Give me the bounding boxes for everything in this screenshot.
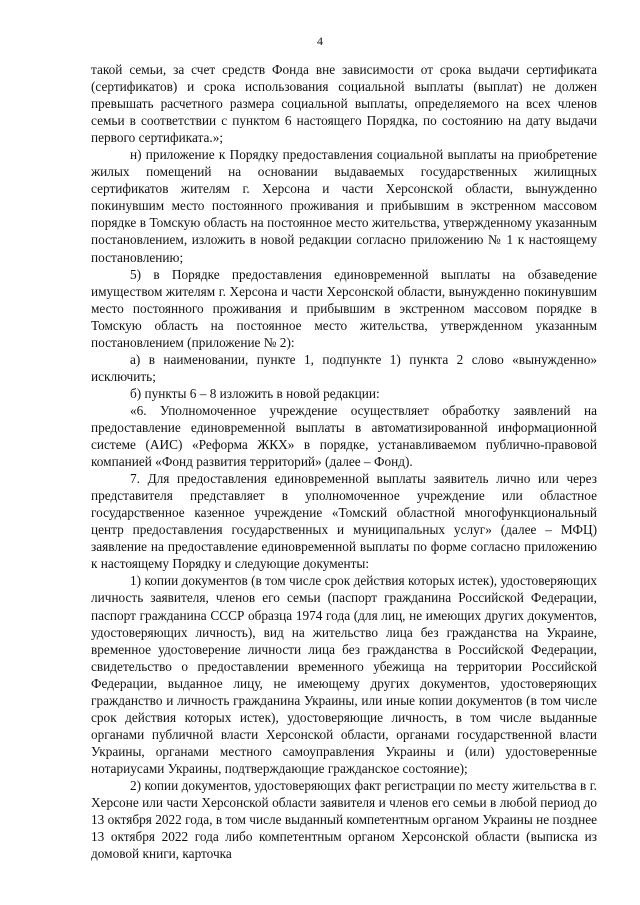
paragraph-subitem-a: а) в наименовании, пункте 1, подпункте 1) пункта 2 слово «вынужденно» исключить; <box>91 351 597 384</box>
paragraph-item-5: 5) в Порядке предоставления единовременной выплаты на обзаведение имуществом жителям г. Херсона и части Херсонской области, вынужденно покинувшим место постоянного проживания и прибывшим в экстренном массовом порядке в Томскую область на постоянное место жительства, утвержденном указанным постановлением (приложение № 2): <box>91 266 597 350</box>
page-number: 4 <box>317 34 323 48</box>
document-body <box>91 61 597 862</box>
paragraph-point-7: 7. Для предоставления единовременной выплаты заявитель лично или через представителя представляет в уполномоченное учреждение или областное государственное казенное учреждение «Томский областной многофункциональный центр предоставления государственных и муниципальных услуг» (далее – МФЦ) заявление на предоставление единовременной выплаты по форме согласно приложению к настоящему Порядку и следующие документы: <box>91 471 597 572</box>
paragraph-item-n: н) приложение к Порядку предоставления социальной выплаты на приобретение жилых помещений на основании выдаваемых государственных жилищных сертификатов жителям г. Херсона и части Херсонской области, вынужденно покинувшим место постоянного проживания и прибывшим в экстренном массовом порядке в Томскую область на постоянное место жительства, утвержденному указанным постановлением, изложить в новой редакции согласно приложению № 1 к настоящему постановлению; <box>91 147 597 265</box>
paragraph-subitem-b: б) пункты 6 – 8 изложить в новой редакции: <box>130 385 380 401</box>
paragraph-doc-list-1: 1) копии документов (в том числе срок действия которых истек), удостоверяющих личность заявителя, членов его семьи (паспорт гражданина Российской Федерации, паспорт гражданина СССР образца 1974 года (для лиц, не имеющих других документов, удостоверяющих личность), вид на жительство лица без гражданства на Украине, временное удостоверение личности лица без гражданства в Российской Федерации, свидетельство о предоставлении временного убежища на территории Российской Федерации, выданное лицу, не имеющему других документов, удостоверяющих гражданство и личность гражданина Украины, или иные копии документов (в том числе срок действия которых истек), удостоверяющие личность, в том числе выданные органами публичной власти Херсонской области, органами государственной власти Украины, органами местного самоуправления Украины и (или) удостоверенные нотариусами Украины, подтверждающие гражданское состояние); <box>91 573 597 776</box>
paragraph-continuation: такой семьи, за счет средств Фонда вне зависимости от срока выдачи сертификата (сертификатов) и срока использования социальной выплаты (выплат) не должен превышать расчетного размера социальной выплаты, определяемого на всех членов семьи в соответствии с пунктом 6 настоящего Порядка, по состоянию на дату выдачи первого сертификата.»; <box>91 62 597 146</box>
paragraph-point-6: «6. Уполномоченное учреждение осуществляет обработку заявлений на предоставление единовременной выплаты в автоматизированной информационной системе (АИС) «Реформа ЖКХ» в порядке, устанавливаемом публично-правовой компанией «Фонд развития территорий» (далее – Фонд). <box>91 402 597 470</box>
paragraph-doc-list-2: 2) копии документов, удостоверяющих факт регистрации по месту жительства в г. Херсоне или части Херсонской области заявителя и членов его семьи в любой период до 13 октября 2022 года, в том числе выданный компетентным органом Украины не позднее 13 октября 2022 года либо компетентным органом Херсонской области (выписка из домовой книги, карточка <box>91 777 597 862</box>
